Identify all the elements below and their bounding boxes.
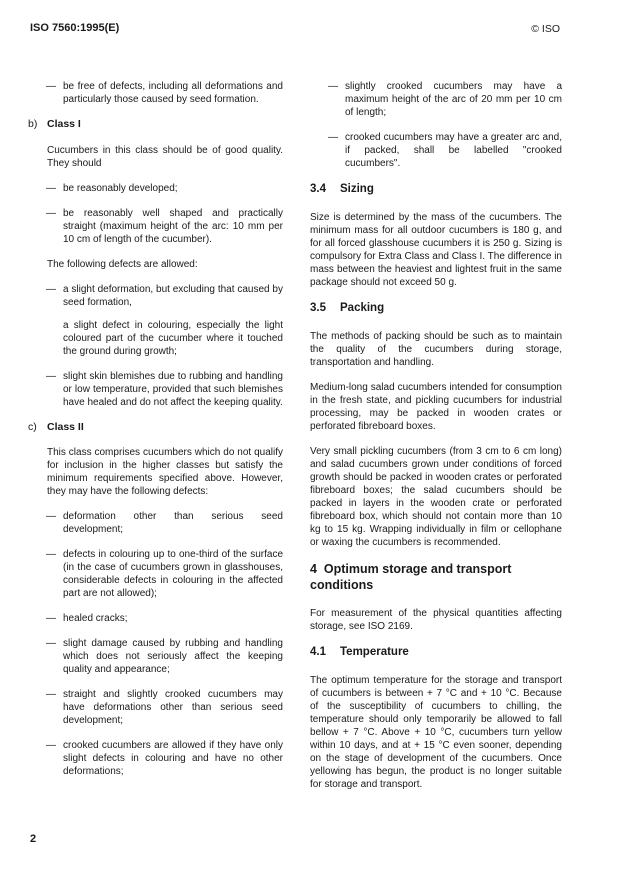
list-item: — be reasonably well shaped and practically straight (maximum height of the arc: 10 mm per 10 cm of length of the cucumber). (46, 207, 283, 245)
item-label: c) (28, 420, 37, 433)
section-heading-temperature: 4.1 Temperature (310, 646, 409, 659)
list-item: — slightly crooked cucumbers may have a maximum height of the arc of 20 mm per 10 cm of length; (328, 81, 562, 118)
paragraph: The optimum temperature for the storage and transport of cucumbers is between + 7 °C and + 10 °C. Because of the susceptibility of cucumbers to chilling, the temperature should only temporarily be allowed to fall bellow + 7 °C. Above + 10 °C, cucumbers turn yellow within 10 days, and at + 15 °C even sooner, depending on the stage of development of the cucumbers. Once yellowing has begun, the product is no longer suitable for storage and transport. (310, 675, 562, 791)
section-heading-sizing: 3.4 Sizing (310, 183, 374, 195)
class-i-heading: b) Class I (28, 118, 81, 130)
paragraph: Cucumbers in this class should be of good quality. They should (47, 144, 283, 169)
paragraph: This class comprises cucumbers which do not qualify for inclusion in the higher classes but satisfy the minimum requirements specified above. However, they may have the following defects: (47, 447, 283, 498)
list-item: — defects in colouring up to one-third of the surface (in the case of cucumbers grown in glasshouses, considerable defects in colouring in the affected part are not allowed); (46, 549, 283, 600)
list-item: — crooked cucumbers are allowed if they have only slight defects in colouring and have no other deformations; (46, 740, 283, 778)
item-label: b) (28, 118, 38, 130)
paragraph: Very small pickling cucumbers (from 3 cm to 6 cm long) and salad cucumbers grown under conditions of forced growth should be packed in wooden crates or perforated fibreboard boxes; the salad cucumbers should be packed in layers in the wooden crate or perforated fibreboard box, which should not contain more than 10 kg to 15 kg. Wrapping individually in film or cellophane or waxing the cucumbers is recommended. (310, 445, 562, 548)
paragraph: For measurement of the physical quantities affecting storage, see ISO 2169. (310, 608, 562, 633)
class-ii-heading: c) Class II (28, 420, 84, 433)
list-item: — be reasonably developed; (46, 182, 178, 194)
standard-id: ISO 7560:1995(E) (30, 22, 120, 34)
paragraph: The following defects are allowed: (47, 258, 198, 270)
section-heading-packing: 3.5 Packing (310, 301, 385, 314)
left-column (28, 80, 283, 790)
list-item: — a slight deformation, but excluding that caused by seed formation, (46, 283, 283, 308)
paragraph: The methods of packing should be such as to maintain the quality of the cucumbers during storage, transportation and handling. (310, 330, 562, 368)
list-item: — deformation other than serious seed development; (46, 511, 283, 536)
list-item-continuation: a slight defect in colouring, especially the light coloured part of the cucumber where it touched the ground during growth; (63, 319, 283, 357)
section-heading-storage: 4 Optimum storage and transport conditions (310, 561, 512, 593)
list-item: — slight damage caused by rubbing and handling which does not seriously affect the keeping quality and appearance; (46, 638, 283, 676)
right-column (310, 80, 562, 803)
list-item: — slight skin blemishes due to rubbing and handling or low temperature, provided that such blemishes have healed and do not affect the keeping quality. (46, 370, 283, 408)
page-number: 2 (30, 833, 37, 845)
paragraph: Size is determined by the mass of the cucumbers. The minimum mass for all outdoor cucumbers is 180 g, and for all forced glasshouse cucumbers it is 250 g. Sizing is compulsory for Extra Class and Class I. The difference in mass between the heaviest and lightest fruit in the same package should not exceed 50 g. (310, 211, 562, 288)
list-item: — be free of defects, including all deformations and particularly those caused by seed formation. (46, 81, 283, 105)
list-item: — healed cracks; (46, 613, 128, 625)
paragraph: Medium-long salad cucumbers intended for consumption in the fresh state, and pickling cucumbers for industrial processing, may be packed in wooden crates or perforated fibreboard boxes. (310, 381, 562, 432)
list-item: — crooked cucumbers may have a greater arc and, if packed, shall be labelled "crooked cucumbers". (328, 132, 562, 169)
copyright-notice: © ISO (531, 23, 560, 35)
list-item: — straight and slightly crooked cucumbers may have deformations other than serious seed development; (46, 689, 283, 727)
